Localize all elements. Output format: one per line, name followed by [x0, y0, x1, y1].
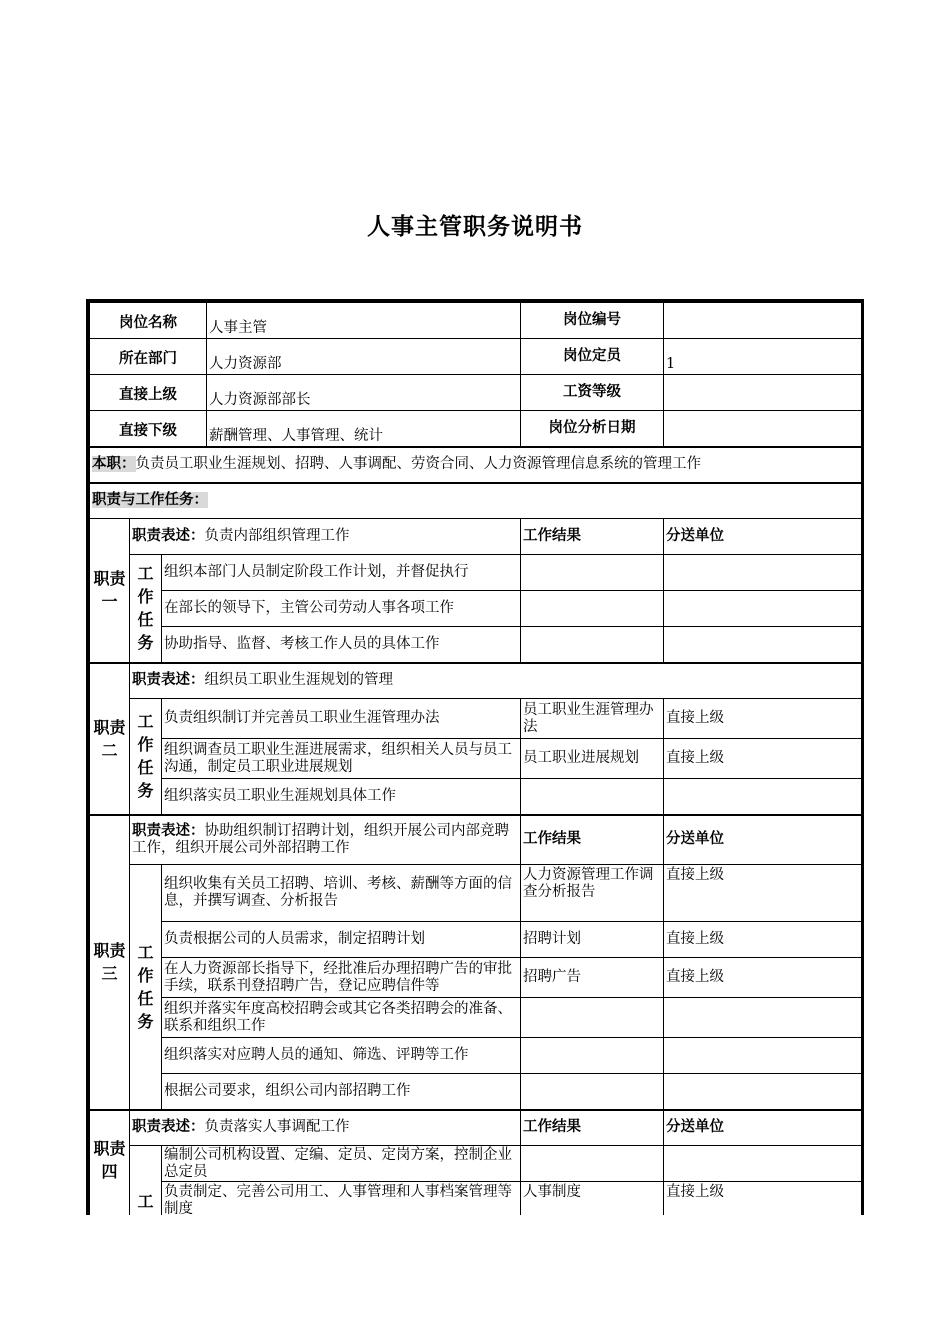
page-title: 人事主管职务说明书 — [367, 214, 583, 240]
task-result — [521, 591, 664, 627]
task-row — [90, 958, 865, 998]
tasks-label: 工作任务 — [130, 865, 162, 1110]
task-row — [90, 1146, 865, 1182]
field-label: 岗位名称 — [90, 303, 207, 339]
task-text: 在部长的领导下，主管公司劳动人事各项工作 — [162, 591, 521, 627]
summary-cell — [90, 447, 865, 483]
task-row — [90, 1074, 865, 1110]
task-row — [90, 865, 865, 922]
statement-label: 职责表述： — [132, 822, 205, 839]
statement-label: 职责表述： — [132, 1119, 205, 1136]
duty-statement-row — [90, 663, 865, 699]
task-result — [521, 779, 664, 815]
task-dest: 直接上级 — [664, 865, 865, 922]
field-value: 人力资源部 — [207, 339, 521, 375]
summary-row — [90, 447, 865, 483]
summary-label: 本职： — [92, 456, 136, 472]
task-dest: 直接上级 — [664, 739, 865, 779]
task-dest — [664, 591, 865, 627]
task-result: 人力资源管理工作调查分析报告 — [521, 865, 664, 922]
task-text: 组织收集有关员工招聘、培训、考核、薪酬等方面的信息，并撰写调查、分析报告 — [162, 865, 521, 922]
task-row — [90, 1182, 865, 1216]
duty-statement: 协助组织制订招聘计划，组织开展公司内部竞聘工作，组织开展公司外部招聘工作 — [132, 822, 509, 856]
field-label: 直接下级 — [90, 411, 207, 447]
field-label: 所在部门 — [90, 339, 207, 375]
task-row — [90, 739, 865, 779]
task-dest — [664, 998, 865, 1038]
duty-statement-cell — [130, 519, 521, 555]
duty-statement-row — [90, 815, 865, 865]
field-label: 直接上级 — [90, 375, 207, 411]
task-dest — [664, 1074, 865, 1110]
task-result — [521, 1146, 664, 1182]
basic-row — [90, 303, 865, 339]
result-column-header: 工作结果 — [521, 519, 664, 555]
task-dest: 直接上级 — [664, 699, 865, 739]
dest-column-header: 分送单位 — [664, 815, 865, 865]
tasks-label: 工作任务 — [130, 699, 162, 815]
basic-row — [90, 411, 865, 447]
task-dest — [664, 779, 865, 815]
task-dest — [664, 1038, 865, 1074]
tasks-label: 工作任务 — [130, 555, 162, 663]
task-text: 编制公司机构设置、定编、定员、定岗方案，控制企业总定员 — [162, 1146, 521, 1182]
field-label: 岗位分析日期 — [521, 411, 664, 447]
task-dest — [664, 555, 865, 591]
field-label: 岗位定员 — [521, 339, 664, 375]
task-result — [521, 555, 664, 591]
field-label: 工资等级 — [521, 375, 664, 411]
task-row — [90, 922, 865, 958]
duty-statement: 负责内部组织管理工作 — [204, 528, 350, 544]
task-row — [90, 555, 865, 591]
task-dest: 直接上级 — [664, 922, 865, 958]
job-description-form — [86, 299, 864, 1215]
field-value: 人事主管 — [207, 303, 521, 339]
task-result — [521, 1074, 664, 1110]
duties-header: 职责与工作任务： — [92, 492, 208, 509]
duty-statement-cell — [130, 663, 865, 699]
task-row — [90, 1038, 865, 1074]
summary-text: 负责员工职业生涯规划、招聘、人事调配、劳资合同、人力资源管理信息系统的管理工作 — [135, 456, 701, 472]
basic-row — [90, 375, 865, 411]
task-text: 负责组织制订并完善员工职业生涯管理办法 — [162, 699, 521, 739]
result-column-header: 工作结果 — [521, 1110, 664, 1146]
task-row — [90, 998, 865, 1038]
task-text: 组织并落实年度高校招聘会或其它各类招聘会的准备、联系和组织工作 — [162, 998, 521, 1038]
task-text: 在人力资源部长指导下，经批准后办理招聘广告的审批手续，联系刊登招聘广告，登记应聘信件等 — [162, 958, 521, 998]
task-text: 负责根据公司的人员需求，制定招聘计划 — [162, 922, 521, 958]
field-value — [664, 303, 865, 339]
tasks-label: 工 — [130, 1146, 162, 1216]
field-label: 岗位编号 — [521, 303, 664, 339]
duty-name: 职责四 — [90, 1110, 130, 1216]
statement-label: 职责表述： — [132, 528, 205, 544]
dest-column-header: 分送单位 — [664, 1110, 865, 1146]
field-value — [664, 375, 865, 411]
task-result: 员工职业生涯管理办法 — [521, 699, 664, 739]
task-result: 招聘广告 — [521, 958, 664, 998]
task-text: 组织落实对应聘人员的通知、筛选、评聘等工作 — [162, 1038, 521, 1074]
duty-statement-cell — [130, 1110, 521, 1146]
duty-statement: 组织员工职业生涯规划的管理 — [204, 672, 393, 689]
basic-row — [90, 339, 865, 375]
dest-column-header: 分送单位 — [664, 519, 865, 555]
task-dest — [664, 1146, 865, 1182]
task-result: 员工职业进展规划 — [521, 739, 664, 779]
task-row — [90, 699, 865, 739]
task-row — [90, 627, 865, 663]
task-dest: 直接上级 — [664, 958, 865, 998]
task-result: 招聘计划 — [521, 922, 664, 958]
field-value: 1 — [664, 339, 865, 375]
statement-label: 职责表述： — [132, 672, 205, 689]
task-text: 协助指导、监督、考核工作人员的具体工作 — [162, 627, 521, 663]
duty-name: 职责二 — [90, 663, 130, 815]
task-result — [521, 1038, 664, 1074]
task-dest — [664, 627, 865, 663]
task-text: 组织调查员工职业生涯进展需求，组织相关人员与员工沟通，制定员工职业进展规划 — [162, 739, 521, 779]
duties-header-cell — [90, 483, 865, 519]
duty-statement-row — [90, 1110, 865, 1146]
duty-statement-cell — [130, 815, 521, 865]
task-text: 组织落实员工职业生涯规划具体工作 — [162, 779, 521, 815]
field-value — [664, 411, 865, 447]
form-table — [89, 302, 864, 1215]
duty-name: 职责三 — [90, 815, 130, 1110]
task-row — [90, 591, 865, 627]
task-text: 负责制定、完善公司用工、人事管理和人事档案管理等制度 — [162, 1182, 521, 1216]
duty-statement-row — [90, 519, 865, 555]
task-dest: 直接上级 — [664, 1182, 865, 1216]
task-text: 组织本部门人员制定阶段工作计划，并督促执行 — [162, 555, 521, 591]
duty-name: 职责一 — [90, 519, 130, 663]
duty-statement: 负责落实人事调配工作 — [204, 1119, 350, 1136]
task-text: 根据公司要求，组织公司内部招聘工作 — [162, 1074, 521, 1110]
result-column-header: 工作结果 — [521, 815, 664, 865]
task-result — [521, 627, 664, 663]
duties-header-row — [90, 483, 865, 519]
field-value: 薪酬管理、人事管理、统计 — [207, 411, 521, 447]
field-value: 人力资源部部长 — [207, 375, 521, 411]
task-result: 人事制度 — [521, 1182, 664, 1216]
task-row — [90, 779, 865, 815]
task-result — [521, 998, 664, 1038]
